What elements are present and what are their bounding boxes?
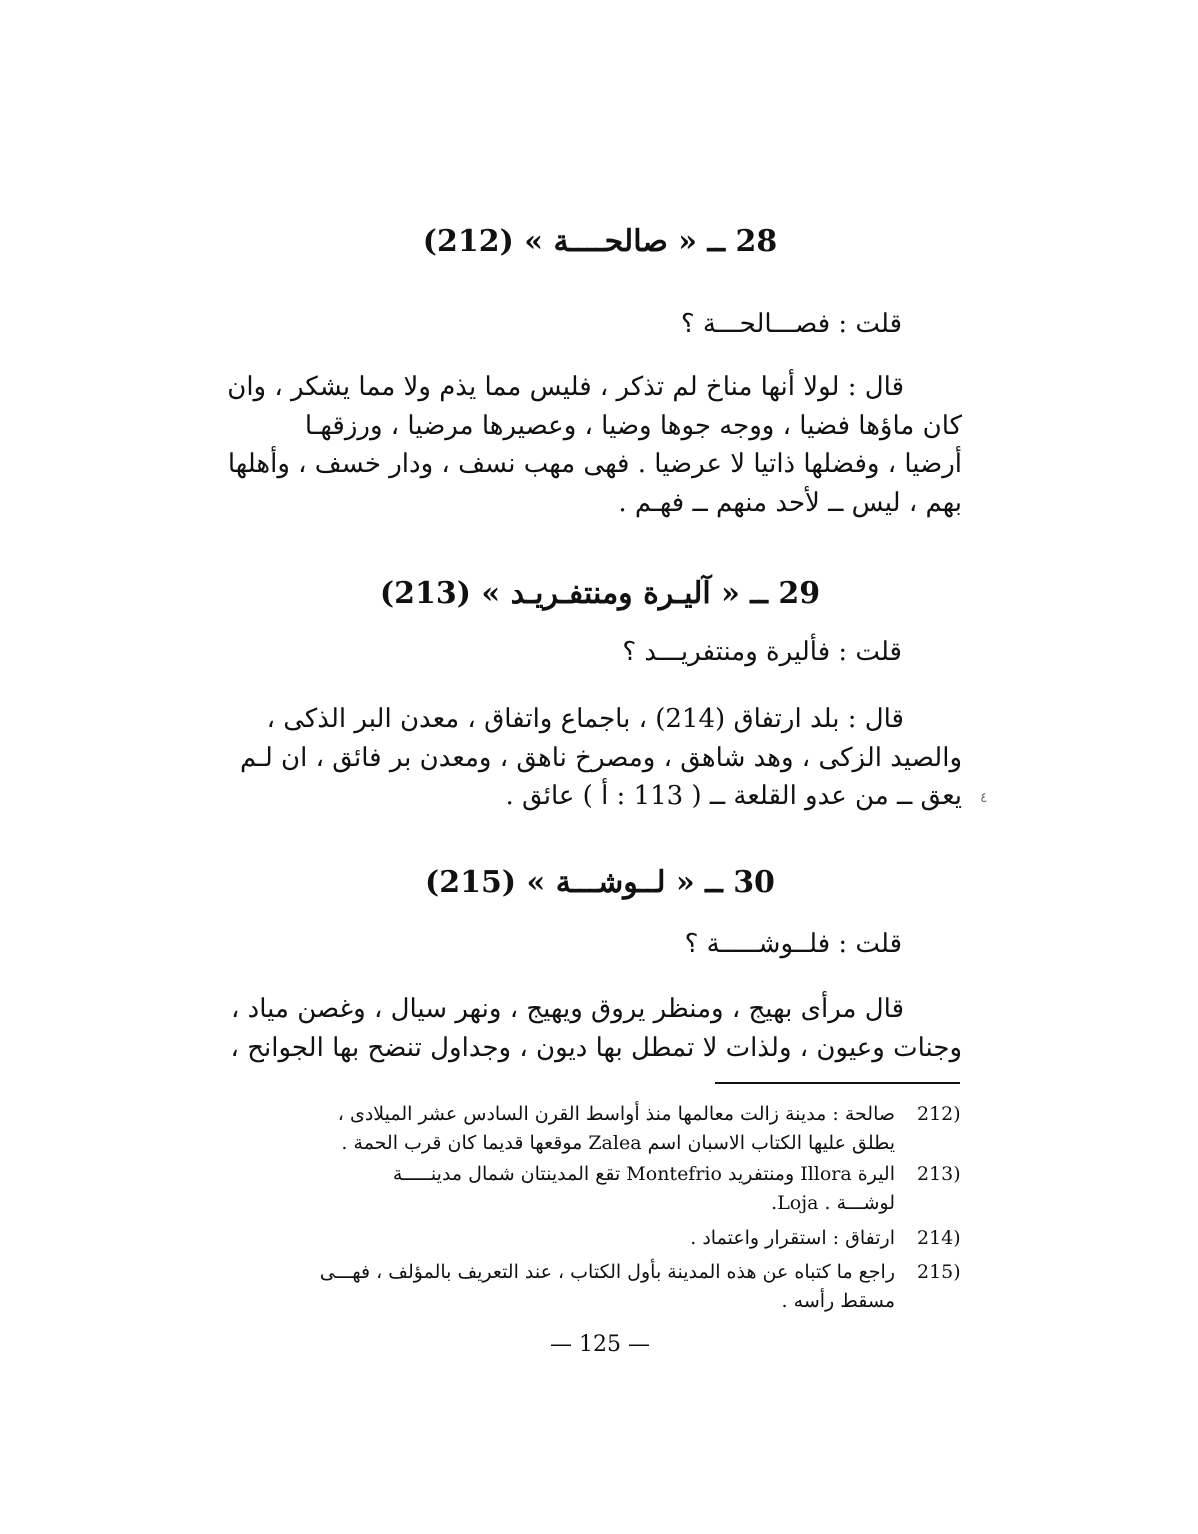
footnote-line: ارتفاق : استقرار واعتماد . — [690, 1227, 895, 1249]
paragraph-line: يعق ــ من عدو القلعة ــ ( 113 : أ ) عائق . — [505, 781, 962, 811]
paragraph-line: قال : لولا أنها مناخ لم تذكر ، فليس مما يذم ولا مما يشكر ، وان — [227, 372, 904, 402]
footnote-line: اليرة Illora ومنتفريد Montefrio تقع المدينتان شمال مدينـــــة — [392, 1163, 895, 1185]
question-30: قلت : فلــوشـــــة ؟ — [684, 929, 902, 959]
footnote-text — [210, 1100, 895, 1158]
paragraph-line: قال مرأى بهيج ، ومنظر يروق ويهيج ، ونهر سيال ، وغصن مياد ، — [231, 994, 904, 1024]
footnote-line: لوشـــة . Loja. — [771, 1192, 895, 1214]
section-heading-28: 28 ــ « صالحــــة » (212) — [422, 224, 778, 259]
question-29: قلت : فأليرة ومنتفريـــد ؟ — [622, 637, 902, 667]
footnote-line: راجع ما كتباه عن هذه المدينة بأول الكتاب ، عند التعريف بالمؤلف ، فهـــى — [319, 1261, 895, 1283]
footnote-number: 212) — [917, 1103, 961, 1125]
page-number: — 125 — — [550, 1332, 650, 1357]
paragraph-29 — [210, 700, 962, 816]
footnote-line: مسقط رأسه . — [781, 1290, 895, 1312]
paragraph-30 — [210, 990, 962, 1067]
footnote-separator — [715, 1082, 960, 1084]
footnote-text — [210, 1258, 895, 1316]
paragraph-line: والصيد الزكى ، وهد شاهق ، ومصرخ ناهق ، ومعدن بر فائق ، ان لـم — [239, 742, 962, 773]
footnote-number: 214) — [917, 1227, 961, 1249]
footnote-number: 213) — [917, 1163, 961, 1185]
footnote-line: صالحة : مدينة زالت معالمها منذ أواسط القرن السادس عشر الميلادى ، — [337, 1103, 895, 1125]
footnote-213 — [210, 1160, 965, 1218]
footnote-text — [210, 1160, 895, 1218]
footnote-line: يطلق عليها الكتاب الاسبان اسم Zalea موقعها قديما كان قرب الحمة . — [341, 1132, 895, 1154]
section-heading-29: 29 ــ « آليـرة ومنتفـريـد » (213) — [379, 576, 821, 611]
paragraph-line: وجنات وعيون ، ولذات لا تمطل بها ديون ، وجداول تنضح بها الجوانح ، — [230, 1032, 962, 1063]
section-heading-30: 30 ــ « لــوشـــة » (215) — [425, 865, 775, 900]
footnote-215 — [210, 1258, 965, 1316]
question-28: قلت : فصـــالحـــة ؟ — [680, 309, 902, 339]
footnote-212 — [210, 1100, 965, 1158]
footnote-214 — [210, 1224, 965, 1253]
paragraph-line: بهم ، ليس ــ لأحد منهم ــ فهـم . — [618, 487, 962, 518]
footnote-number: 215) — [917, 1261, 961, 1283]
margin-mark: ٤ — [980, 790, 988, 806]
paragraph-line: قال : بلد ارتفاق (214) ، باجماع واتفاق ، معدن البر الذكى ، — [266, 704, 904, 734]
paragraph-line: أرضيا ، وفضلها ذاتيا لا عرضيا . فهى مهب نسف ، ودار خسف ، وأهلها — [227, 449, 962, 479]
paragraph-28 — [210, 368, 962, 522]
paragraph-line: كان ماؤها فضيا ، ووجه جوها وضيا ، وعصيرها مرضيا ، ورزقهـا — [304, 410, 962, 441]
footnote-text — [210, 1224, 895, 1253]
